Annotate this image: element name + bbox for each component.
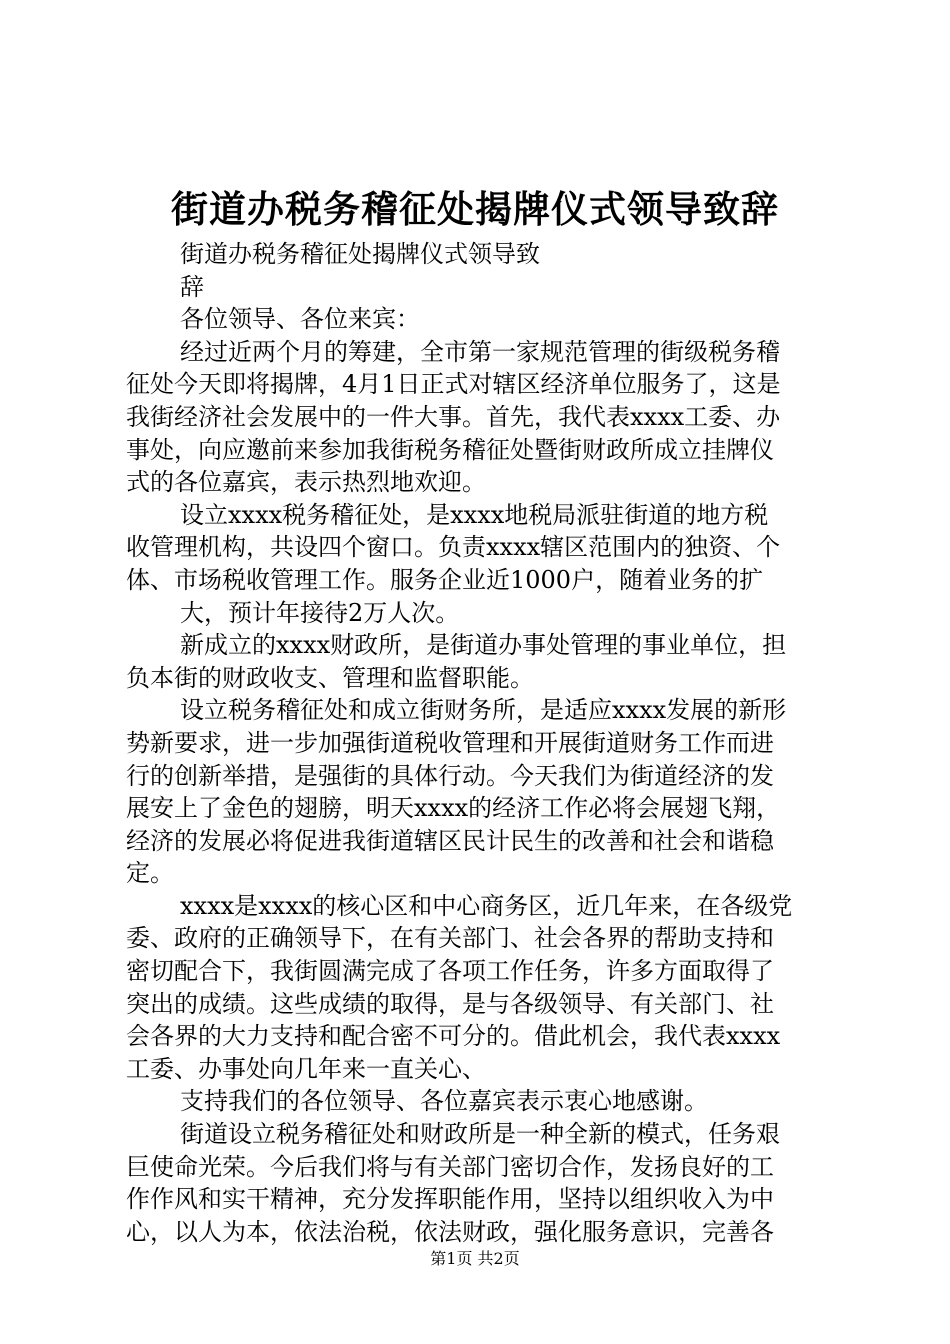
page-footer: 第1页 共2页 [430,1249,520,1268]
text-line: 突出的成绩。这些成绩的取得，是与各级领导、有关部门、社 [126,989,774,1018]
text-line: 我街经济社会发展中的一件大事。首先，我代表xxxx工委、办 [126,402,781,431]
page-title: 街道办税务稽征处揭牌仪式领导致辞 [171,187,779,231]
text-line: 密切配合下，我街圆满完成了各项工作任务，许多方面取得了 [126,957,774,986]
text-line: 体、市场税收管理工作。服务企业近1000户，随着业务的扩 [126,565,764,594]
text-line: 设立税务稽征处和成立街财务所，是适应xxxx发展的新形 [180,696,787,725]
text-line: 心，以人为本，依法治税，依法财政，强化服务意识，完善各 [126,1217,774,1246]
text-line: xxxx是xxxx的核心区和中心商务区，近几年来，在各级党 [180,891,793,920]
text-line: 作作风和实干精神，充分发挥职能作用，坚持以组织收入为中 [126,1185,774,1214]
text-line: 行的创新举措，是强街的具体行动。今天我们为街道经济的发 [126,761,774,790]
text-line: 新成立的xxxx财政所，是街道办事处管理的事业单位，担 [180,631,787,660]
text-line: 辞 [180,272,204,301]
text-line: 定。 [126,859,174,888]
text-line: 负本街的财政收支、管理和监督职能。 [126,663,534,692]
text-line: 展安上了金色的翅膀，明天xxxx的经济工作必将会展翅飞翔， [126,794,781,823]
text-line: 委、政府的正确领导下，在有关部门、社会各界的帮助支持和 [126,924,774,953]
text-line: 大，预计年接待2万人次。 [180,598,460,627]
text-line: 街道设立税务稽征处和财政所是一种全新的模式，任务艰 [180,1120,780,1149]
text-line: 势新要求，进一步加强街道税收管理和开展街道财务工作而进 [126,728,774,757]
document-body [126,238,832,1248]
text-line: 经过近两个月的筹建，全市第一家规范管理的街级税务稽 [180,337,780,366]
text-line: 事处，向应邀前来参加我街税务稽征处暨街财政所成立挂牌仪 [126,435,774,464]
text-line: 各位领导、各位来宾： [180,305,420,334]
text-line: 工委、办事处向几年来一直关心、 [126,1054,486,1083]
text-line: 会各界的大力支持和配合密不可分的。借此机会，我代表xxxx [126,1022,781,1051]
text-line: 支持我们的各位领导、各位嘉宾表示衷心地感谢。 [180,1087,708,1116]
text-line: 街道办税务稽征处揭牌仪式领导致 [180,240,540,268]
text-line: 收管理机构，共设四个窗口。负责xxxx辖区范围内的独资、个 [126,533,781,562]
text-line: 式的各位嘉宾，表示热烈地欢迎。 [126,468,486,497]
text-line: 征处今天即将揭牌，4月1日正式对辖区经济单位服务了，这是 [126,370,781,399]
text-line: 经济的发展必将促进我街道辖区民计民生的改善和社会和谐稳 [126,826,774,855]
text-line: 设立xxxx税务稽征处，是xxxx地税局派驻街道的地方税 [180,500,769,529]
text-line: 巨使命光荣。今后我们将与有关部门密切合作，发扬良好的工 [126,1152,774,1181]
